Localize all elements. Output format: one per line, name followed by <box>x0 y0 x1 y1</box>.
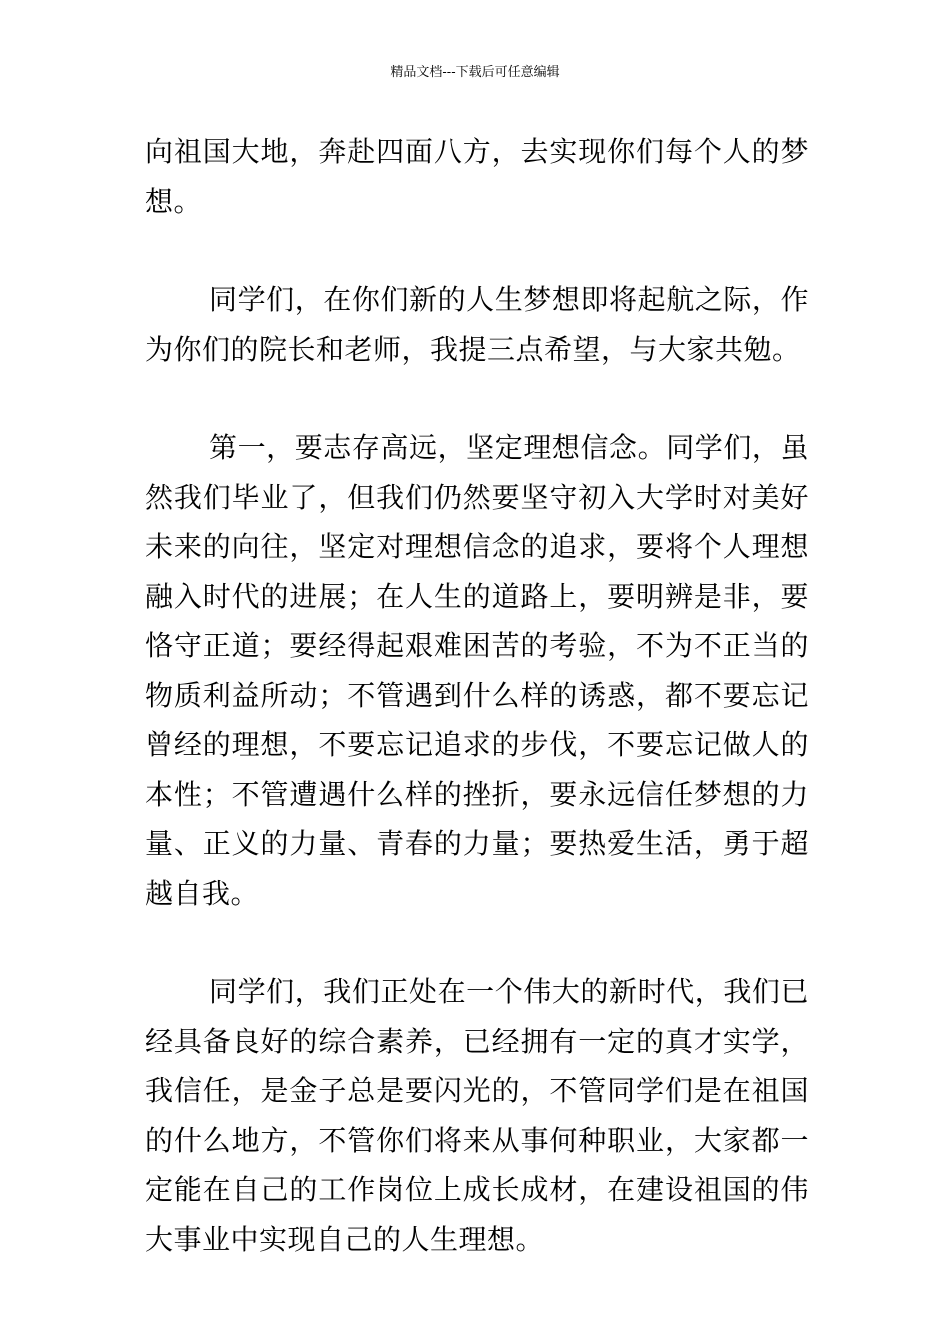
paragraph: 同学们，在你们新的人生梦想即将起航之际，作为你们的院长和老师，我提三点希望，与大家共勉。 <box>145 283 809 366</box>
document-body <box>145 127 809 1264</box>
page-header: 精品文档---下载后可任意编辑 <box>390 65 560 80</box>
paragraph: 第一，要志存高远，坚定理想信念。同学们，虽然我们毕业了，但我们仍然要坚守初入大学时对美好未来的向往，坚定对理想信念的追求，要将个人理想融入时代的进展；在人生的道路上，要明辨是非，要恪守正道；要经得起艰难困苦的考验，不为不正当的物质利益所动；不管遇到什么样的诱惑，都不要忘记曾经的理想，不要忘记追求的步伐，不要忘记做人的本性；不管遭遇什么样的挫折，要永远信任梦想的力量、正义的力量、青春的力量；要热爱生活，勇于超越自我。 <box>145 431 809 910</box>
paragraph: 同学们，我们正处在一个伟大的新时代，我们已经具备良好的综合素养，已经拥有一定的真才实学，我信任，是金子总是要闪光的，不管同学们是在祖国的什么地方，不管你们将来从事何种职业，大家都一定能在自己的工作岗位上成长成材，在建设祖国的伟大事业中实现自己的人生理想。 <box>145 975 809 1256</box>
paragraph-continuation: 向祖国大地，奔赴四面八方，去实现你们每个人的梦想。 <box>145 135 809 218</box>
